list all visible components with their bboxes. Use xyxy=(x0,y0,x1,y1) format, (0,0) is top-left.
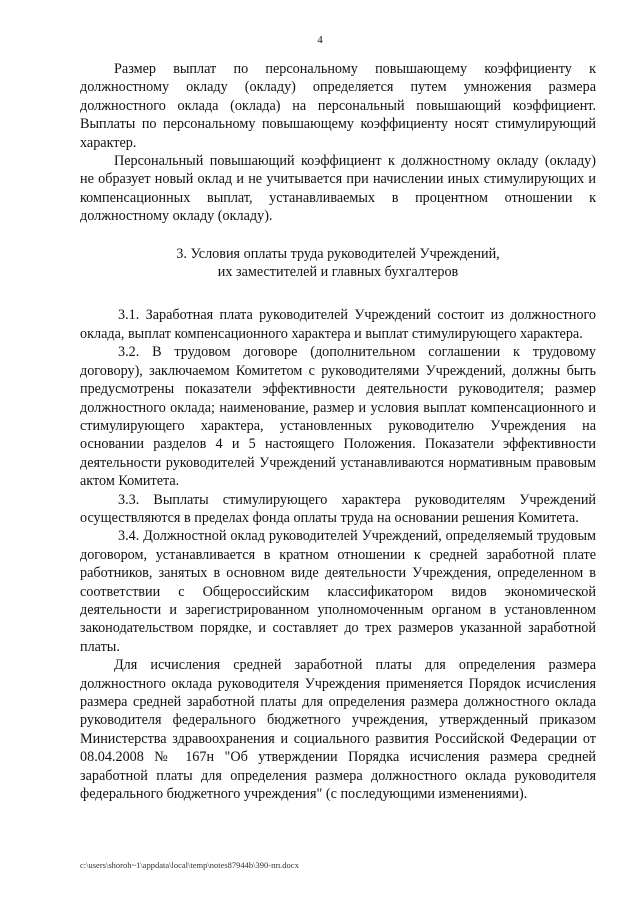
section-heading xyxy=(80,245,596,282)
paragraph-average-salary-order: Для исчисления средней заработной платы для определения размера должностного оклада руководителя Учреждения применяется Порядок исчисления размера средней заработной платы для определения размера должностного оклада руководителя федерального бюджетного учреждения, утвержденный приказом Министерства здравоохранения и социального развития Российской Федерации от 08.04.2008 № 167н "Об утверждении Порядка исчисления размера средней заработной платы для определения размера должностного оклада руководителя федерального бюджетного учреждения" (с последующими изменениями). xyxy=(80,657,596,803)
footer-file-path: c:\users\shoroh~1\appdata\local\temp\notes87944b\390-пп.docx xyxy=(80,860,299,870)
clause-3-2: 3.2. В трудовом договоре (дополнительном соглашении к трудовому договору), заключаемом Комитетом с руководителями Учреждений, должны быть предусмотрены показатели эффективности деятельности руководителя; размер должностного оклада; наименование, размер и условия выплат компенсационного и стимулирующего характера, установленных руководителю Учреждения на основании разделов 4 и 5 настоящего Положения. Показатели эффективности деятельности руководителей Учреждений устанавливаются нормативным правовым актом Комитета. xyxy=(80,344,596,490)
page-number: 4 xyxy=(317,34,323,46)
clause-3-1: 3.1. Заработная плата руководителей Учреждений состоит из должностного оклада, выплат компенсационного характера и выплат стимулирующего характера. xyxy=(80,307,596,342)
section-heading-line-1: 3. Условия оплаты труда руководителей Учреждений, xyxy=(176,245,500,262)
paragraph-coefficient-size: Размер выплат по персональному повышающему коэффициенту к должностному окладу (окладу) определяется путем умножения размера должностного оклада (оклада) на персональный повышающий коэффициент. Выплаты по персональному повышающему коэффициенту носят стимулирующий характер. xyxy=(80,61,596,151)
clause-3-3: 3.3. Выплаты стимулирующего характера руководителям Учреждений осуществляются в пределах фонда оплаты труда на основании решения Комитета. xyxy=(80,491,596,526)
clause-3-4: 3.4. Должностной оклад руководителей Учреждений, определяемый трудовым договором, устанавливается в кратном отношении к средней заработной плате работников, занятых в основном виде деятельности Учреждения, определенном в соответствии с Общероссийским классификатором видов экономической деятельности и зарегистрированном уполномоченным органом в установленном законодательством порядке, и составляет до трех размеров указанной заработной платы. xyxy=(80,528,596,655)
document-body xyxy=(80,60,596,803)
section-heading-line-2: их заместителей и главных бухгалтеров xyxy=(217,264,459,281)
paragraph-coefficient-no-new-salary: Персональный повышающий коэффициент к должностному окладу (окладу) не образует новый оклад и не учитывается при начислении иных стимулирующих и компенсационных выплат, устанавливаемых в процентном отношении к должностному окладу (окладу). xyxy=(80,153,596,225)
